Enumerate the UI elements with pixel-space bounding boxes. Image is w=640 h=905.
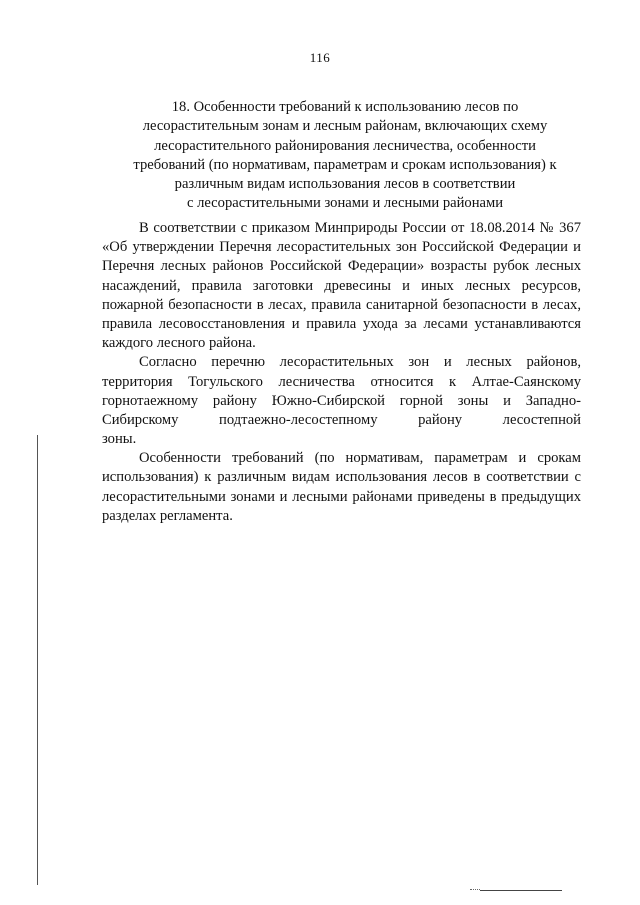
heading-line: требований (по нормативам, параметрам и срокам использования) к	[133, 156, 557, 173]
heading-line: с лесорастительными зонами и лесными районами	[186, 195, 504, 212]
section-heading	[120, 98, 570, 214]
text-line: пожарной безопасности в лесах, правила санитарной безопасности в лесах,	[102, 296, 581, 313]
text-line: каждого лесного района.	[102, 335, 256, 352]
scan-margin-line	[37, 435, 38, 885]
text-line: В соответствии с приказом Минприроды России от 18.08.2014 № 367	[139, 220, 581, 236]
body-text	[102, 219, 581, 526]
heading-line: лесорастительного районирования лесничества, особенности	[154, 137, 536, 154]
text-line: лесорастительными зонами и лесными районами приведены в предыдущих	[102, 488, 581, 505]
scan-corner-dots	[470, 889, 480, 892]
page-number: 116	[309, 50, 331, 65]
heading-line: лесорастительным зонам и лесным районам, включающих схему	[142, 118, 548, 135]
text-line: территория Тогульского лесничества относится к Алтае-Саянскому	[102, 373, 581, 390]
text-line: правила лесовосстановления и правила ухода за лесами устанавливаются	[102, 315, 581, 332]
text-line: зоны.	[102, 431, 137, 448]
text-line: Особенности требований (по нормативам, параметрам и срокам	[139, 450, 581, 467]
heading-line: 18. Особенности требований к использованию лесов по	[171, 99, 519, 115]
text-line: Согласно перечню лесорастительных зон и лесных районов,	[139, 354, 581, 371]
text-line: Перечня лесных районов Российской Федерации» возрасты рубок лесных	[102, 258, 581, 275]
paragraph-zoning	[102, 353, 581, 449]
text-line: горнотаежному району Южно-Сибирской горной зоны и Западно-	[102, 392, 581, 409]
text-line: использования) к различным видам использования лесов в соответствии с	[102, 469, 581, 486]
text-line: насаждений, правила заготовки древесины и иных лесных ресурсов,	[102, 277, 581, 294]
paragraph-requirements	[102, 449, 581, 526]
text-line: Сибирскому подтаежно-лесостепному району лесостепной	[102, 411, 581, 428]
scan-corner-mark	[480, 890, 562, 891]
text-line: «Об утверждении Перечня лесорастительных зон Российской Федерации и	[102, 239, 581, 256]
paragraph-legal-basis	[102, 219, 581, 353]
heading-line: различным видам использования лесов в соответствии	[174, 176, 516, 193]
text-line: разделах регламента.	[102, 507, 233, 524]
